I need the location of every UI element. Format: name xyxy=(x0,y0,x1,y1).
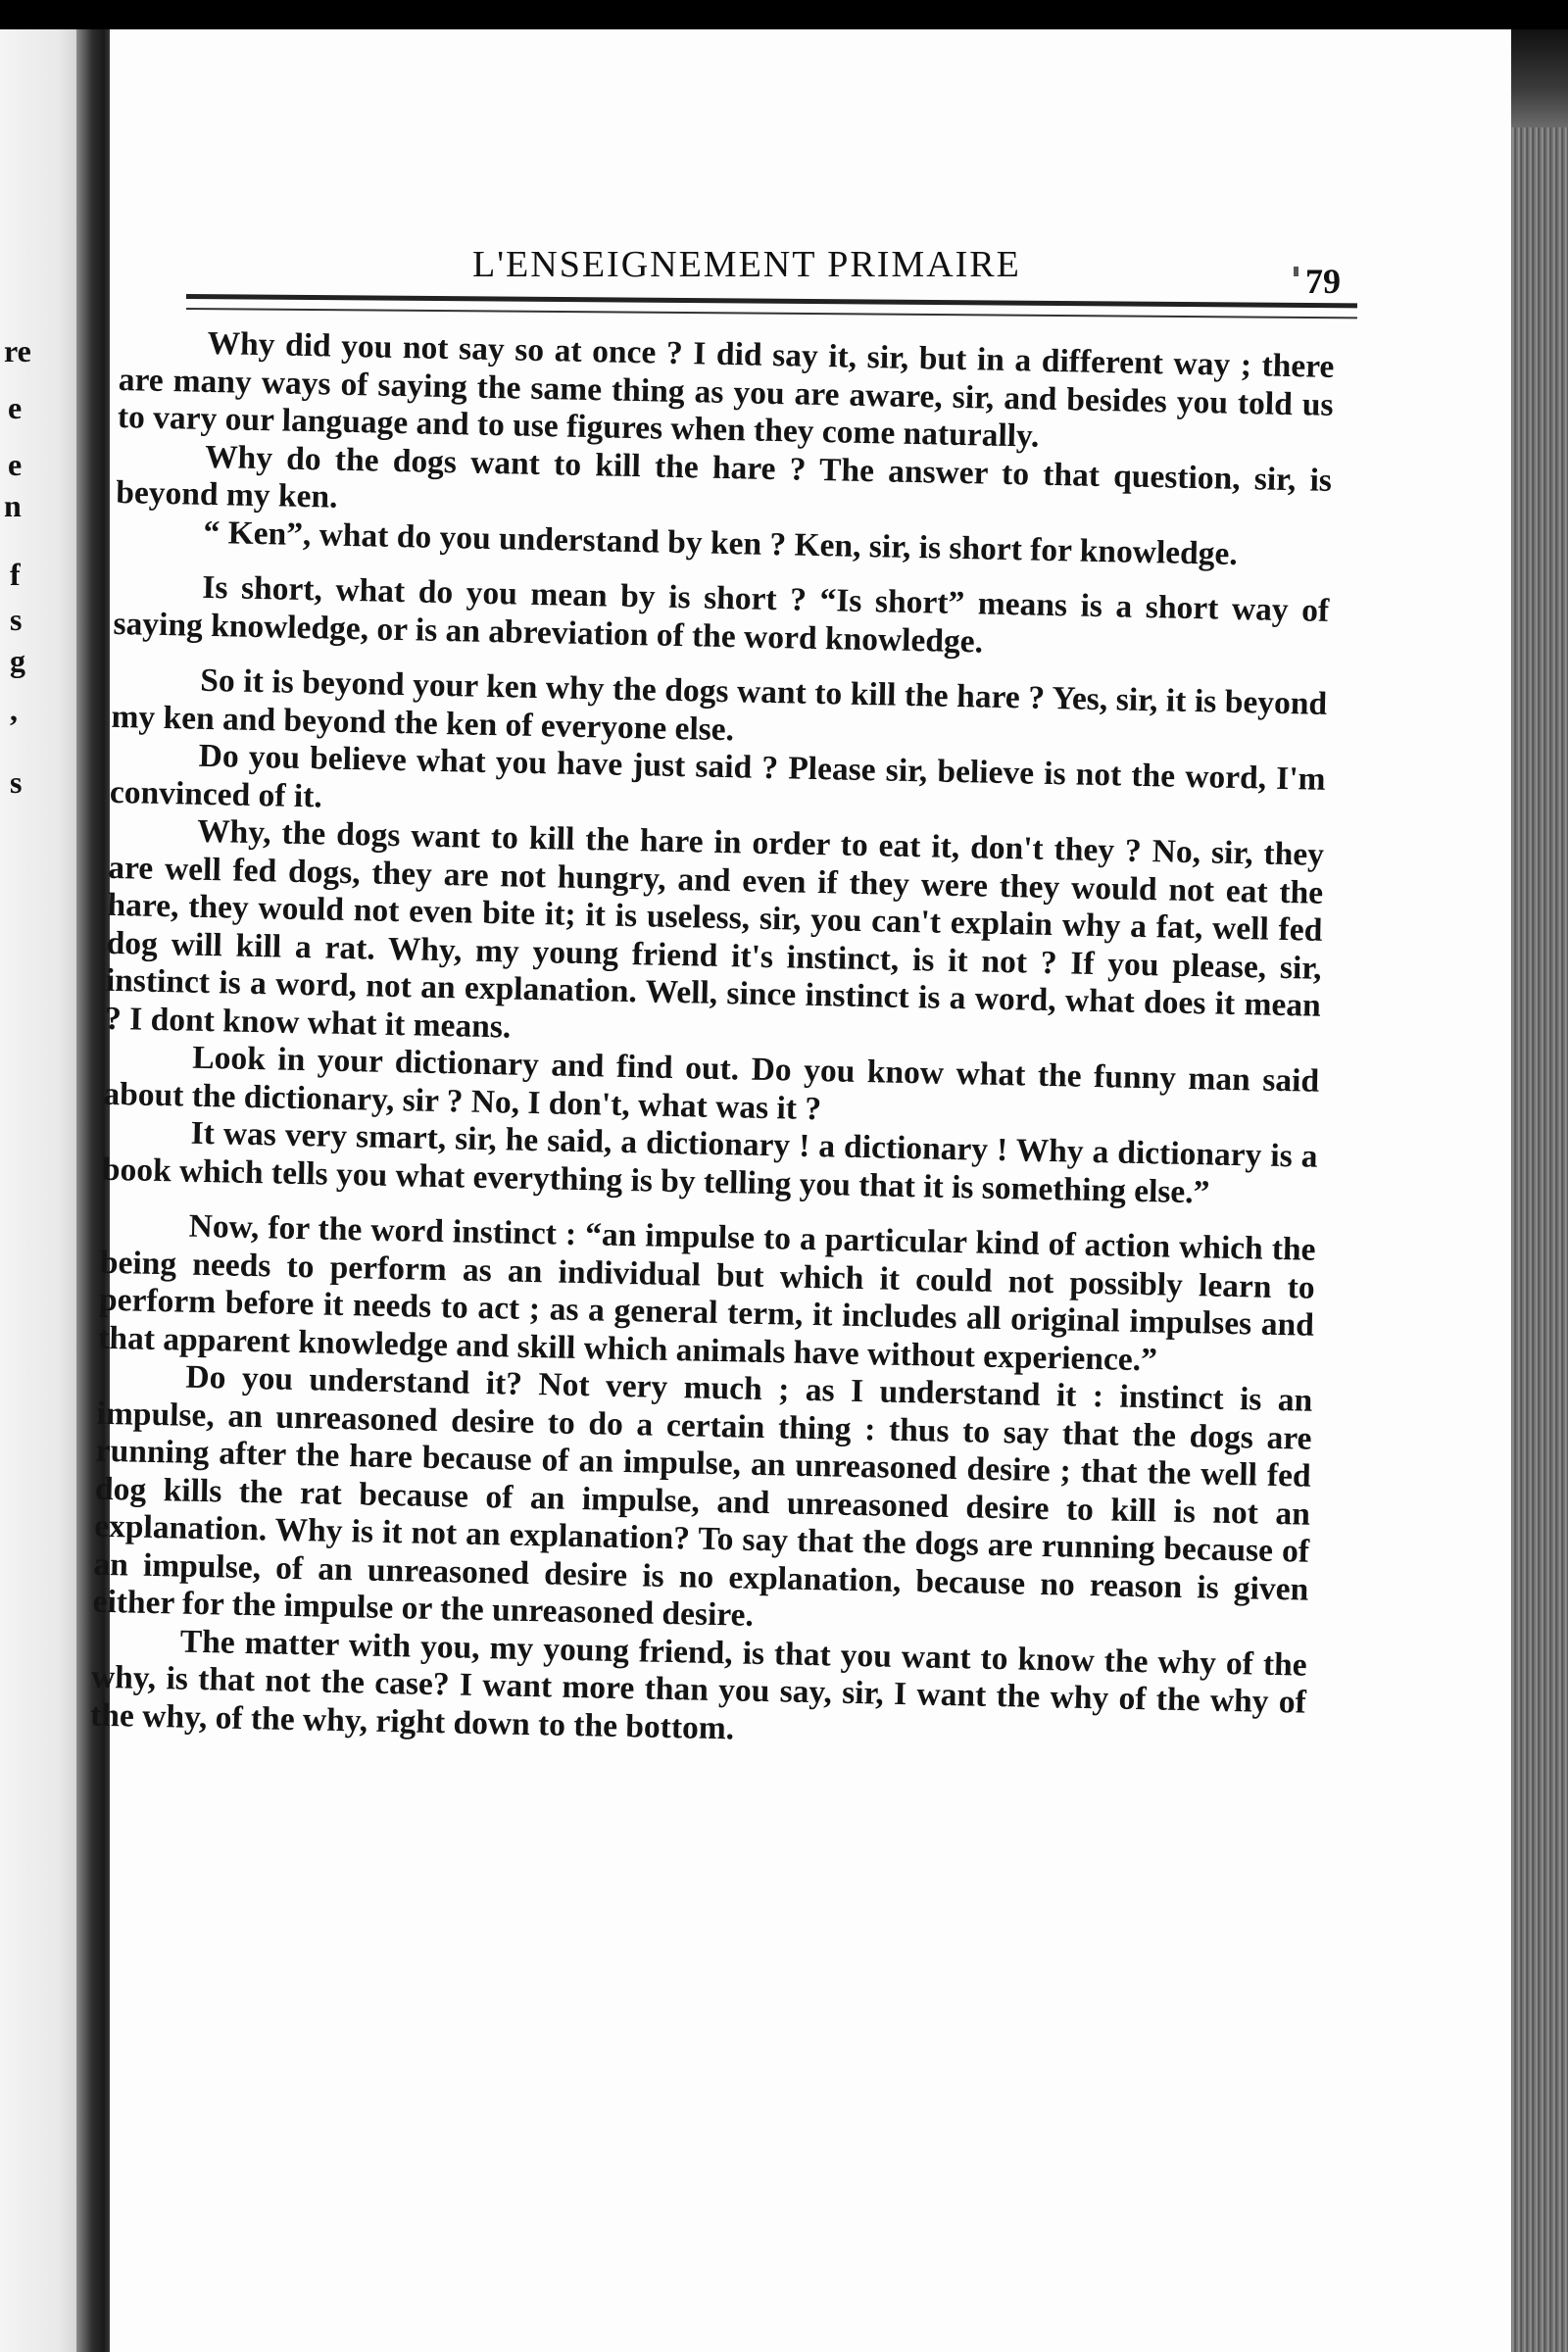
left-page-fragment: re xyxy=(4,333,31,368)
paragraph: Now, for the word instinct : “an impulse to a particular kind of action which the being needs to perform as an individual but which it could not possibly learn to perform before it needs to act ; as a general term, it includes all original impulses and that apparent knowledge and skill which animals have without experience.” xyxy=(97,1207,1316,1378)
header-rule-thick xyxy=(186,294,1357,308)
left-page-fragment: s xyxy=(10,764,23,800)
left-page-fragment: g xyxy=(10,643,25,678)
ink-speck xyxy=(1294,267,1298,276)
left-page-fragment: e xyxy=(8,447,23,482)
paragraph: “ Ken”, what do you understand by ken ? Ken, sir, is short for knowledge. xyxy=(203,514,1239,572)
page-header xyxy=(110,196,1511,314)
paragraph: Why, the dogs want to kill the hare in order to eat it, don't they ? No, sir, they are well fed dogs, they are not hungry, and even if they were they would not eat the hare, they would not even bite it; it is useless, sir, you can't explain why a fat, well fed dog will kill a rat. Why, my young friend it's instinct, is it not ? If you please, sir, instinct is a word, not an explanation. Well, since instinct is a word, what does it mean ? I dont know what it means. xyxy=(104,812,1325,1046)
paragraph: The matter with you, my young friend, is that you want to know the why of the why, is that not the case? I want more than you say, sir, I want the why of the why of the why, of the why, right down to the bottom. xyxy=(89,1623,1307,1746)
paragraph: Why did you not say so at once ? I did say it, sir, but in a different way ; there are many ways of saying the same thing as you are aware, sir, and besides you told us to vary our language and to use figures when they come naturally. xyxy=(117,324,1335,455)
left-page-fragment: f xyxy=(10,557,21,592)
paragraph: So it is beyond your ken why the dogs want to kill the hare ? Yes, sir, it is beyond my ken and beyond the ken of everyone else. xyxy=(111,662,1328,748)
left-page-fragment: n xyxy=(4,488,22,523)
book-page xyxy=(89,29,1511,2352)
paragraph: Why do the dogs want to kill the hare ? The answer to that question, sir, is beyond my ken. xyxy=(116,438,1333,515)
paragraph: Look in your dictionary and find out. Do you know what the funny man said about the dictionary, sir ? No, I don't, what was it ? xyxy=(103,1039,1320,1127)
paragraph: It was very smart, sir, he said, a dictionary ! a dictionary ! Why a dictionary is a book which tells you what everything is by telling you that it is something else.” xyxy=(101,1114,1318,1210)
paragraph: Do you understand it? Not very much ; as I understand it : instinct is an impulse, an unreasoned desire to do a certain thing : thus to say that the dogs are running after the hare because of an impulse, an unreasoned desire ; that the well fed dog kills the rat because of an impulse, and unreasoned desire to kill is not an explanation. Why is it not an explanation? To say that the dogs are running because of an impulse, of an unreasoned desire is no explanation, because no reason is given either for the impulse or the unreasoned desire. xyxy=(92,1358,1313,1634)
running-title: L'ENSEIGNEMENT PRIMAIRE xyxy=(472,244,1021,285)
left-page-fragment: e xyxy=(8,390,23,425)
paragraph: Do you believe what you have just said ? Please sir, believe is not the word, I'm convinced of it. xyxy=(109,737,1326,814)
left-page-fragment: s xyxy=(10,602,23,637)
paragraph: Is short, what do you mean by is short ? “Is short” means is a short way of saying knowledge, or is an abreviation of the word knowledge. xyxy=(113,568,1330,661)
page-number: 79 xyxy=(1305,262,1341,301)
left-page-fragment: , xyxy=(10,692,18,727)
body-text xyxy=(90,323,1335,1760)
page-stack-shadow xyxy=(1511,29,1568,127)
page-stack-edges xyxy=(1511,127,1568,2352)
header-rule-thin xyxy=(186,308,1357,318)
left-page-edge xyxy=(0,29,83,2352)
